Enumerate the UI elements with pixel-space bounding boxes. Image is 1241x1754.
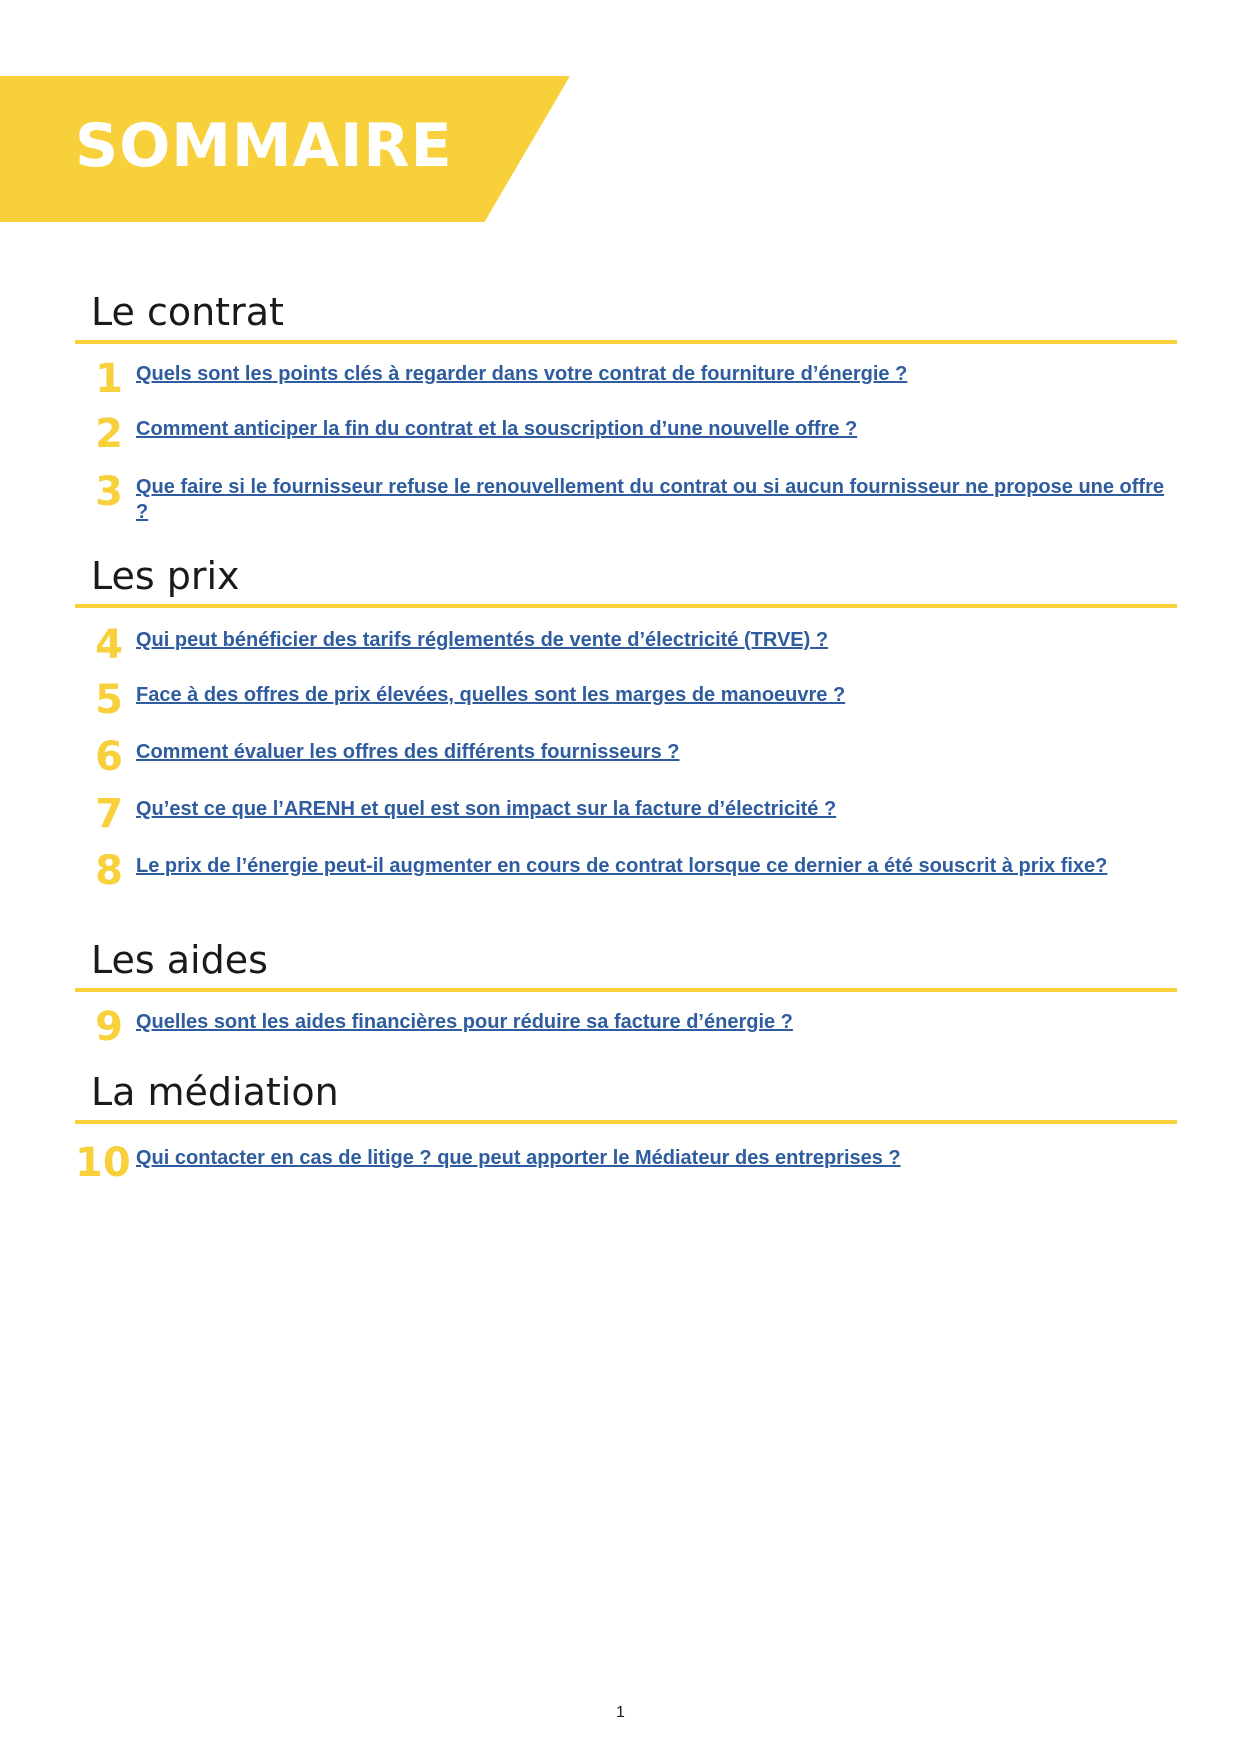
item-number: 4: [95, 622, 123, 668]
page-title: SOMMAIRE: [75, 111, 453, 181]
toc-link[interactable]: Comment évaluer les offres des différents fournisseurs ?: [136, 741, 680, 763]
item-number: 2: [95, 411, 123, 457]
toc-link[interactable]: Que faire si le fournisseur refuse le renouvellement du contrat ou si aucun fournisseur ne propose une offre ?: [136, 476, 1164, 523]
item-number: 7: [95, 791, 123, 837]
item-number: 6: [95, 734, 123, 780]
section-divider: [75, 604, 1177, 608]
section-divider: [75, 340, 1177, 344]
toc-link[interactable]: Quels sont les points clés à regarder dans votre contrat de fourniture d’énergie ?: [136, 363, 908, 385]
toc-link[interactable]: Quelles sont les aides financières pour réduire sa facture d’énergie ?: [136, 1011, 793, 1033]
item-number: 5: [95, 677, 123, 723]
toc-link[interactable]: Qui contacter en cas de litige ? que peut apporter le Médiateur des entreprises ?: [136, 1147, 901, 1169]
section-les-aides: [75, 938, 1177, 992]
toc-link[interactable]: Face à des offres de prix élevées, quelles sont les marges de manoeuvre ?: [136, 684, 846, 706]
section-les-prix: [75, 554, 1177, 608]
page-number: 1: [616, 1704, 625, 1721]
section-title: Le contrat: [91, 290, 284, 334]
section-title: Les aides: [91, 938, 268, 982]
toc-link[interactable]: Qui peut bénéficier des tarifs réglementés de vente d’électricité (TRVE) ?: [136, 629, 829, 651]
section-la-mediation: [75, 1070, 1177, 1124]
item-number: 9: [95, 1004, 123, 1050]
toc-link[interactable]: Qu’est ce que l’ARENH et quel est son impact sur la facture d’électricité ?: [136, 798, 837, 820]
section-title: Les prix: [91, 554, 240, 598]
toc-link[interactable]: Comment anticiper la fin du contrat et la souscription d’une nouvelle offre ?: [136, 418, 858, 440]
section-divider: [75, 1120, 1177, 1124]
item-number: 3: [95, 469, 123, 515]
toc-link[interactable]: Le prix de l’énergie peut-il augmenter en cours de contrat lorsque ce dernier a été souscrit à prix fixe?: [136, 855, 1108, 877]
item-number: 1: [95, 356, 123, 402]
item-number: 8: [95, 848, 123, 894]
section-le-contrat: [75, 290, 1177, 344]
section-title: La médiation: [91, 1070, 339, 1114]
item-number: 10: [75, 1140, 131, 1186]
section-divider: [75, 988, 1177, 992]
